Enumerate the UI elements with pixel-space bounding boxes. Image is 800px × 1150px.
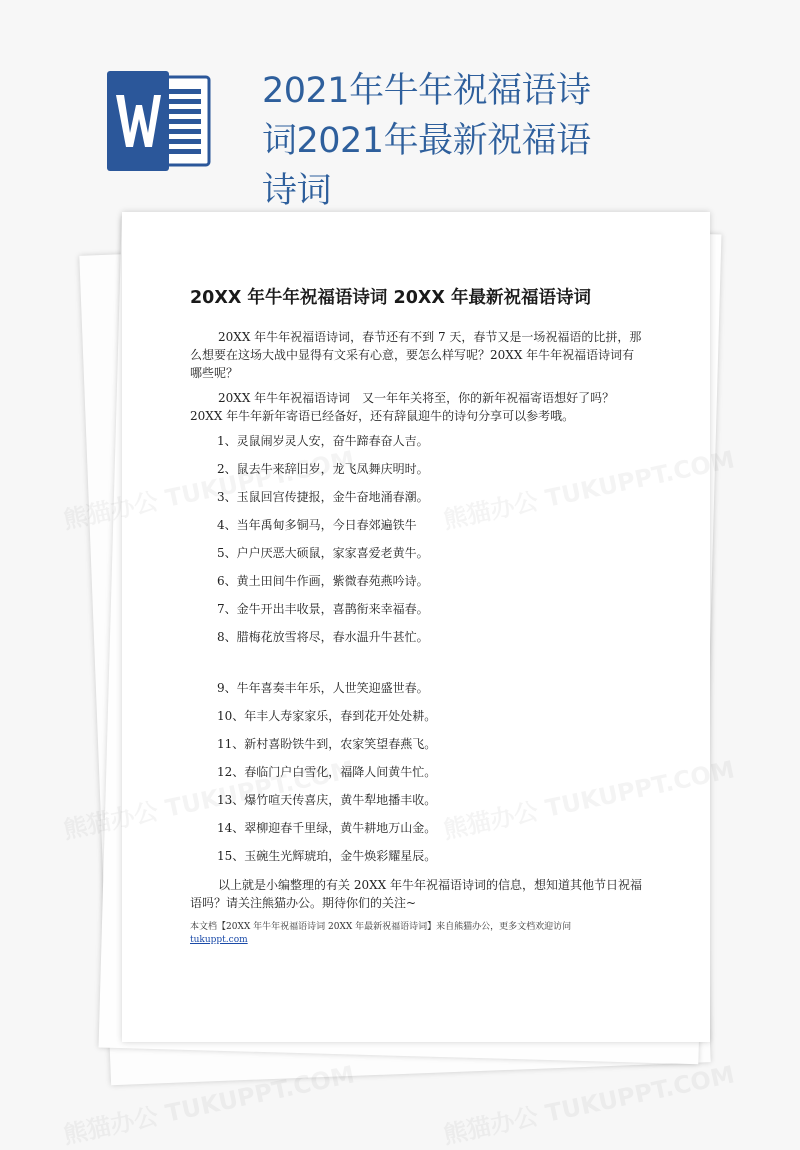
poem-line: 3、玉鼠回宫传捷报，金牛奋地涌春潮。 [217, 490, 429, 504]
poem-line: 9、牛年喜奏丰年乐，人世笑迎盛世春。 [217, 681, 429, 695]
poem-line: 10、年丰人寿家家乐，春到花开处处耕。 [217, 709, 437, 723]
page-header [0, 0, 800, 210]
poem-line: 12、春临门户白雪化，福降人间黄牛忙。 [217, 765, 437, 779]
document-title: 20XX 年牛年祝福语诗词 20XX 年最新祝福语诗词 [190, 288, 591, 308]
footer-text: 本文档【20XX 年牛年祝福语诗词 20XX 年最新祝福语诗词】来自熊猫办公，更多文档欢迎访问 [190, 922, 572, 932]
poem-line: 15、玉碗生光辉琥珀，金牛焕彩耀星辰。 [217, 849, 437, 863]
poem-line: 6、黄土田间牛作画，紫微春苑燕吟诗。 [217, 574, 429, 588]
document-footer [190, 921, 660, 947]
word-document-icon [107, 71, 211, 171]
poem-line: 11、新村喜盼铁牛到，农家笑望春燕飞。 [217, 737, 437, 751]
poem-line: 14、翠柳迎春千里绿，黄牛耕地万山金。 [217, 821, 437, 835]
poem-line: 13、爆竹喧天传喜庆，黄牛犁地播丰收。 [217, 793, 437, 807]
footer-link[interactable]: tukuppt.com [190, 935, 248, 945]
intro-paragraph: 20XX 年牛年祝福语诗词，春节还有不到 7 天，春节又是一场祝福语的比拼，那么想要在这场大战中显得有文采有心意，要怎么样写呢？20XX 年牛年祝福语诗词有哪些呢？ [190, 330, 642, 380]
poem-line: 1、灵鼠闹岁灵人安，奋牛蹄春奋人吉。 [217, 434, 429, 448]
closing-paragraph: 以上就是小编整理的有关 20XX 年牛年祝福语诗词的信息，想知道其他节日祝福语吗？请关注熊猫办公。期待你们的关注~ [190, 878, 642, 910]
poem-line: 7、金牛开出丰收景，喜鹊衔来幸福春。 [217, 602, 429, 616]
document-content [122, 212, 710, 1042]
poem-line: 5、户户厌恶大硕鼠，家家喜爱老黄牛。 [217, 546, 429, 560]
poem-line: 2、鼠去牛来辞旧岁，龙飞凤舞庆明时。 [217, 462, 429, 476]
header-title: 2021年牛年祝福语诗词2021年最新祝福语诗词 [262, 71, 591, 211]
poem-line: 4、当年禹甸多铜马，今日春郊遍铁牛 [217, 518, 417, 532]
second-paragraph: 20XX 年牛年祝福语诗词 又一年年关将至，你的新年祝福寄语想好了吗？20XX 年牛年新年寄语已经备好，还有辞鼠迎牛的诗句分享可以参考哦。 [190, 391, 615, 423]
poem-line: 8、腊梅花放雪将尽，春水温升牛甚忙。 [217, 630, 429, 644]
